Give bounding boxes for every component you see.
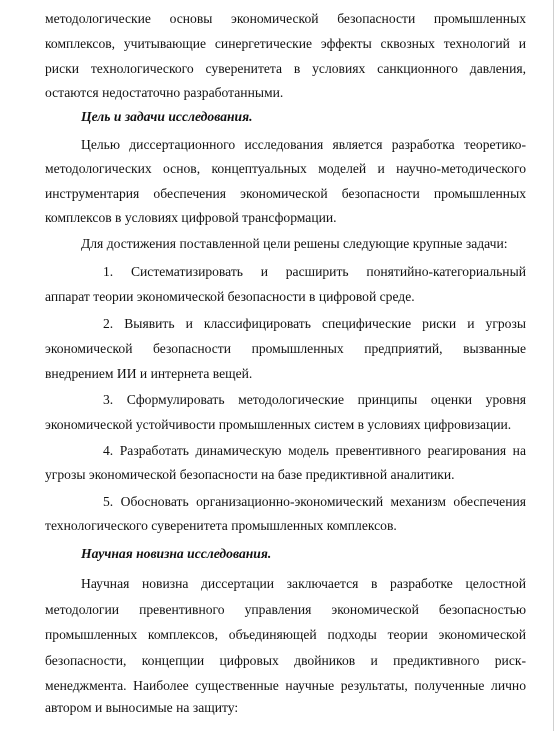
text-line: безопасности, концепции цифровых двойников и предиктивного риск- (45, 653, 526, 668)
text-line: остаются недостаточно разработанными. (45, 85, 284, 100)
text-line: методологических основ, концептуальных моделей и научно-методического (45, 161, 526, 176)
text-line: Научная новизна диссертации заключается в разработке целостной (81, 576, 526, 591)
task-item-2: 2. Выявить и классифицировать специфические риски и угрозы (103, 316, 526, 331)
text-line: комплексов в условиях цифровой трансформации. (45, 210, 337, 225)
text-line: промышленных комплексов, объединяющей подходы теории экономической (45, 627, 526, 642)
text-line: инструментария обеспечения экономической безопасности промышленных (45, 186, 526, 201)
task-item-1-cont: аппарат теории экономической безопасности в цифровой среде. (45, 289, 415, 304)
page-right-border (553, 0, 554, 731)
section-heading-novelty: Научная новизна исследования. (81, 546, 272, 561)
task-item-5-cont: технологического суверенитета промышленных комплексов. (45, 518, 397, 533)
task-item-4-cont: угрозы экономической безопасности на базе предиктивной аналитики. (45, 467, 455, 482)
text-line: менеджмента. Наиболее существенные научные результаты, полученные лично (45, 678, 526, 693)
task-item-4: 4. Разработать динамическую модель превентивного реагирования на (103, 443, 526, 458)
text-line: Целью диссертационного исследования является разработка теоретико- (81, 137, 526, 152)
text-line: методологии превентивного управления экономической безопасностью (45, 602, 526, 617)
text-line: автором и выносимые на защиту: (45, 700, 239, 715)
section-heading-goals: Цель и задачи исследования. (81, 109, 253, 124)
text-line: Для достижения поставленной цели решены следующие крупные задачи: (81, 236, 508, 251)
task-item-3-cont: экономической устойчивости промышленных систем в условиях цифровизации. (45, 417, 512, 432)
task-item-2-cont: экономической безопасности промышленных предприятий, вызванные (45, 341, 526, 356)
text-line: комплексов, учитывающие синергетические эффекты сквозных технологий и (45, 36, 526, 51)
text-line: риски технологического суверенитета в условиях санкционного давления, (45, 61, 526, 76)
task-item-5: 5. Обосновать организационно-экономический механизм обеспечения (103, 494, 526, 509)
task-item-3: 3. Сформулировать методологические принципы оценки уровня (103, 392, 526, 407)
task-item-2-cont: внедрением ИИ и интернета вещей. (45, 366, 253, 381)
text-line: методологические основы экономической безопасности промышленных (45, 11, 526, 26)
task-item-1: 1. Систематизировать и расширить понятийно-категориальный (103, 264, 526, 279)
